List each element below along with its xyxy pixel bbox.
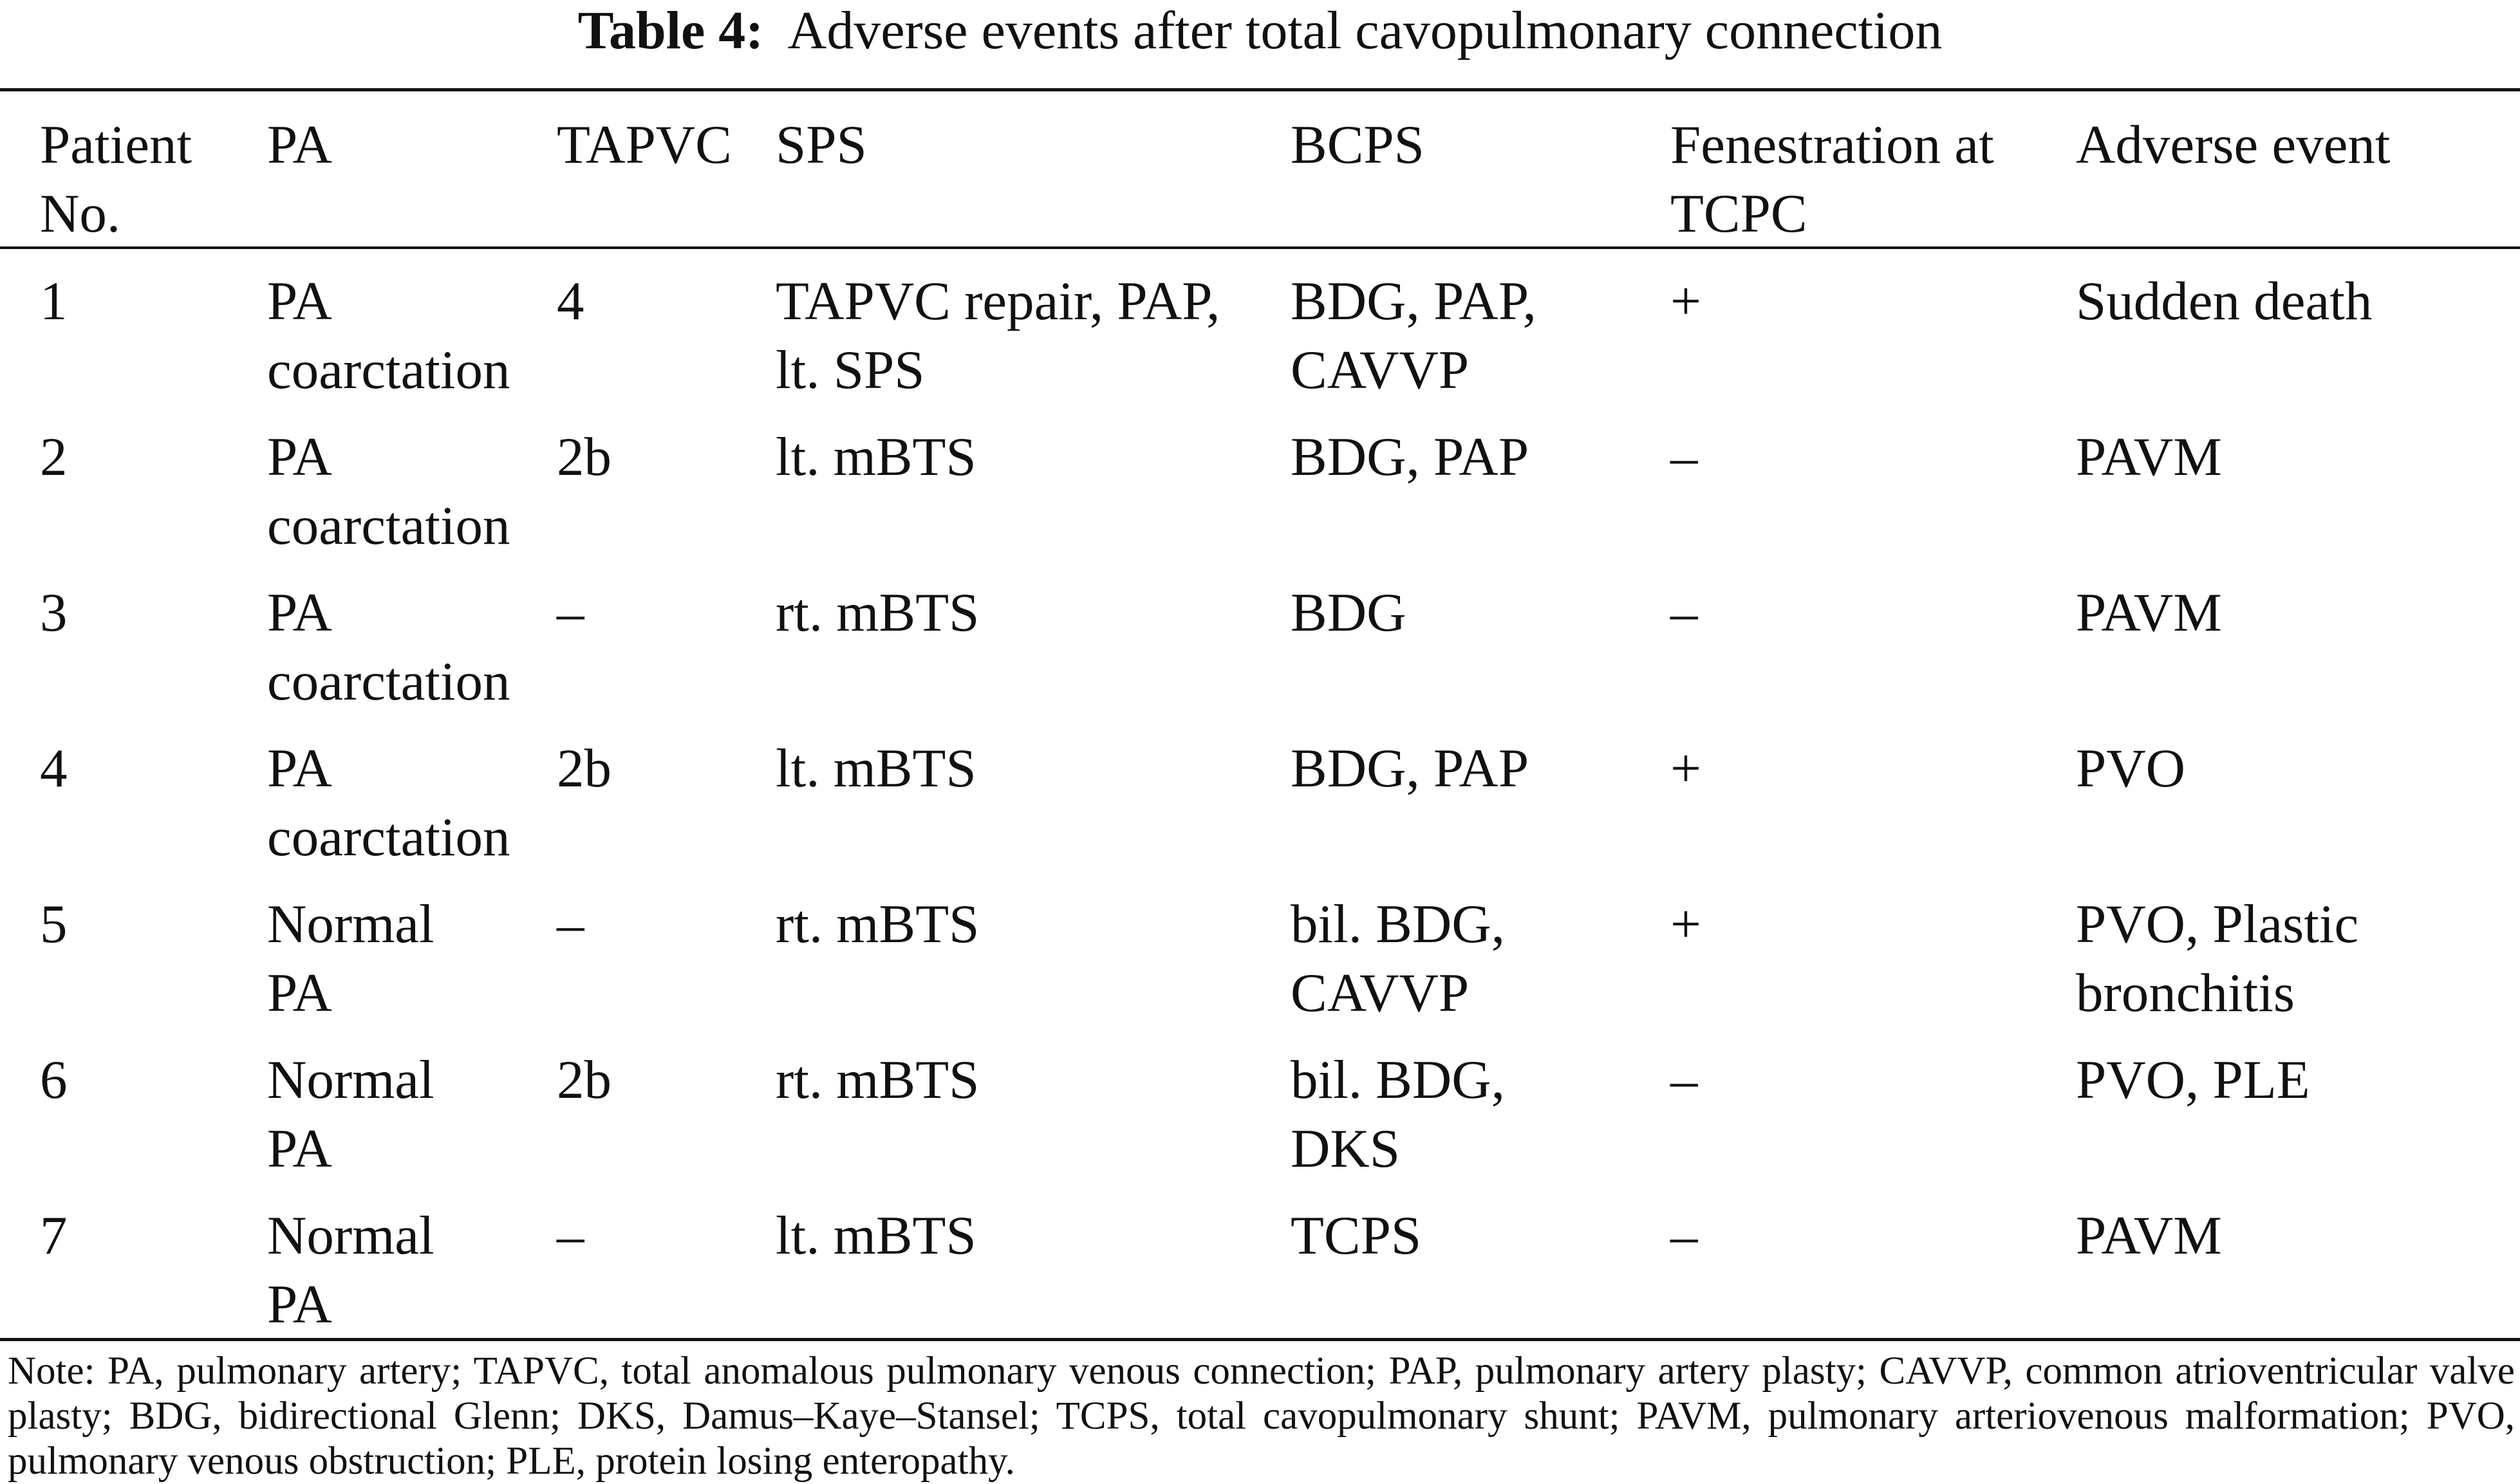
cell-patient-no: 5	[40, 894, 68, 954]
cell-adverse-event: PAVM	[2076, 427, 2222, 487]
cell-tapvc: –	[557, 1205, 584, 1266]
cell-sps: TAPVC repair, PAP, lt. SPS	[776, 271, 1220, 400]
cell-pa: PA coarctation	[267, 427, 510, 556]
header-pa: PA	[267, 115, 332, 175]
cell-tapvc: 2b	[557, 427, 611, 487]
cell-sps: rt. mBTS	[776, 582, 980, 643]
header-bcps: BCPS	[1291, 115, 1424, 175]
cell-bcps: BDG, PAP, CAVVP	[1291, 271, 1536, 400]
cell-adverse-event: PVO, PLE	[2076, 1050, 2310, 1110]
cell-fenestration: +	[1670, 894, 1701, 954]
cell-adverse-event: PAVM	[2076, 582, 2222, 643]
cell-sps: lt. mBTS	[776, 738, 976, 799]
cell-bcps: bil. BDG, CAVVP	[1291, 894, 1505, 1023]
table-footnote: Note: PA, pulmonary artery; TAPVC, total anomalous pulmonary venous connection; PAP, pulmonary artery plasty; CAVVP, common atrioventricular valve plasty; BDG, bidirectional Glenn; DKS, Damus–Kaye–Stansel; TCPS, total cavopulmonary shunt; PAVM, pulmonary arteriovenous malformation; PVO, pulmonary venous obstruction; PLE, protein losing enteropathy.	[8, 1350, 2515, 1483]
header-sps: SPS	[776, 115, 867, 175]
cell-patient-no: 7	[40, 1205, 68, 1266]
cell-tapvc: 2b	[557, 1050, 611, 1110]
table-caption-text: Adverse events after total cavopulmonary connection	[787, 1, 1943, 60]
cell-fenestration: +	[1670, 738, 1701, 799]
cell-fenestration: –	[1670, 1205, 1698, 1266]
cell-pa: PA coarctation	[267, 271, 510, 400]
header-fenestration: Fenestration at TCPC	[1670, 115, 1994, 244]
cell-sps: lt. mBTS	[776, 427, 976, 487]
cell-patient-no: 4	[40, 738, 68, 799]
cell-pa: Normal PA	[267, 1050, 434, 1179]
cell-tapvc: 2b	[557, 738, 611, 799]
cell-patient-no: 2	[40, 427, 68, 487]
cell-adverse-event: PAVM	[2076, 1205, 2222, 1266]
cell-bcps: bil. BDG, DKS	[1291, 1050, 1505, 1179]
cell-patient-no: 3	[40, 582, 68, 643]
header-patient-no: Patient No.	[40, 115, 192, 244]
header-tapvc: TAPVC	[557, 115, 732, 175]
cell-patient-no: 6	[40, 1050, 68, 1110]
cell-adverse-event: Sudden death	[2076, 271, 2373, 331]
cell-bcps: TCPS	[1291, 1205, 1422, 1266]
cell-fenestration: –	[1670, 1050, 1698, 1110]
header-adverse-event: Adverse event	[2076, 115, 2391, 175]
cell-fenestration: –	[1670, 427, 1698, 487]
cell-tapvc: 4	[557, 271, 584, 331]
cell-pa: Normal PA	[267, 1205, 434, 1335]
cell-tapvc: –	[557, 894, 584, 954]
cell-fenestration: –	[1670, 582, 1698, 643]
cell-adverse-event: PVO	[2076, 738, 2186, 799]
table-caption-label: Table 4:	[577, 1, 764, 60]
cell-bcps: BDG, PAP	[1291, 738, 1529, 799]
cell-sps: rt. mBTS	[776, 1050, 980, 1110]
cell-pa: PA coarctation	[267, 738, 510, 867]
cell-bcps: BDG, PAP	[1291, 427, 1529, 487]
cell-sps: rt. mBTS	[776, 894, 980, 954]
cell-pa: Normal PA	[267, 894, 434, 1023]
cell-adverse-event: PVO, Plastic bronchitis	[2076, 894, 2359, 1023]
cell-sps: lt. mBTS	[776, 1205, 976, 1266]
cell-fenestration: +	[1670, 271, 1701, 331]
cell-pa: PA coarctation	[267, 582, 510, 712]
cell-bcps: BDG	[1291, 582, 1406, 643]
cell-patient-no: 1	[40, 271, 68, 331]
cell-tapvc: –	[557, 582, 584, 643]
